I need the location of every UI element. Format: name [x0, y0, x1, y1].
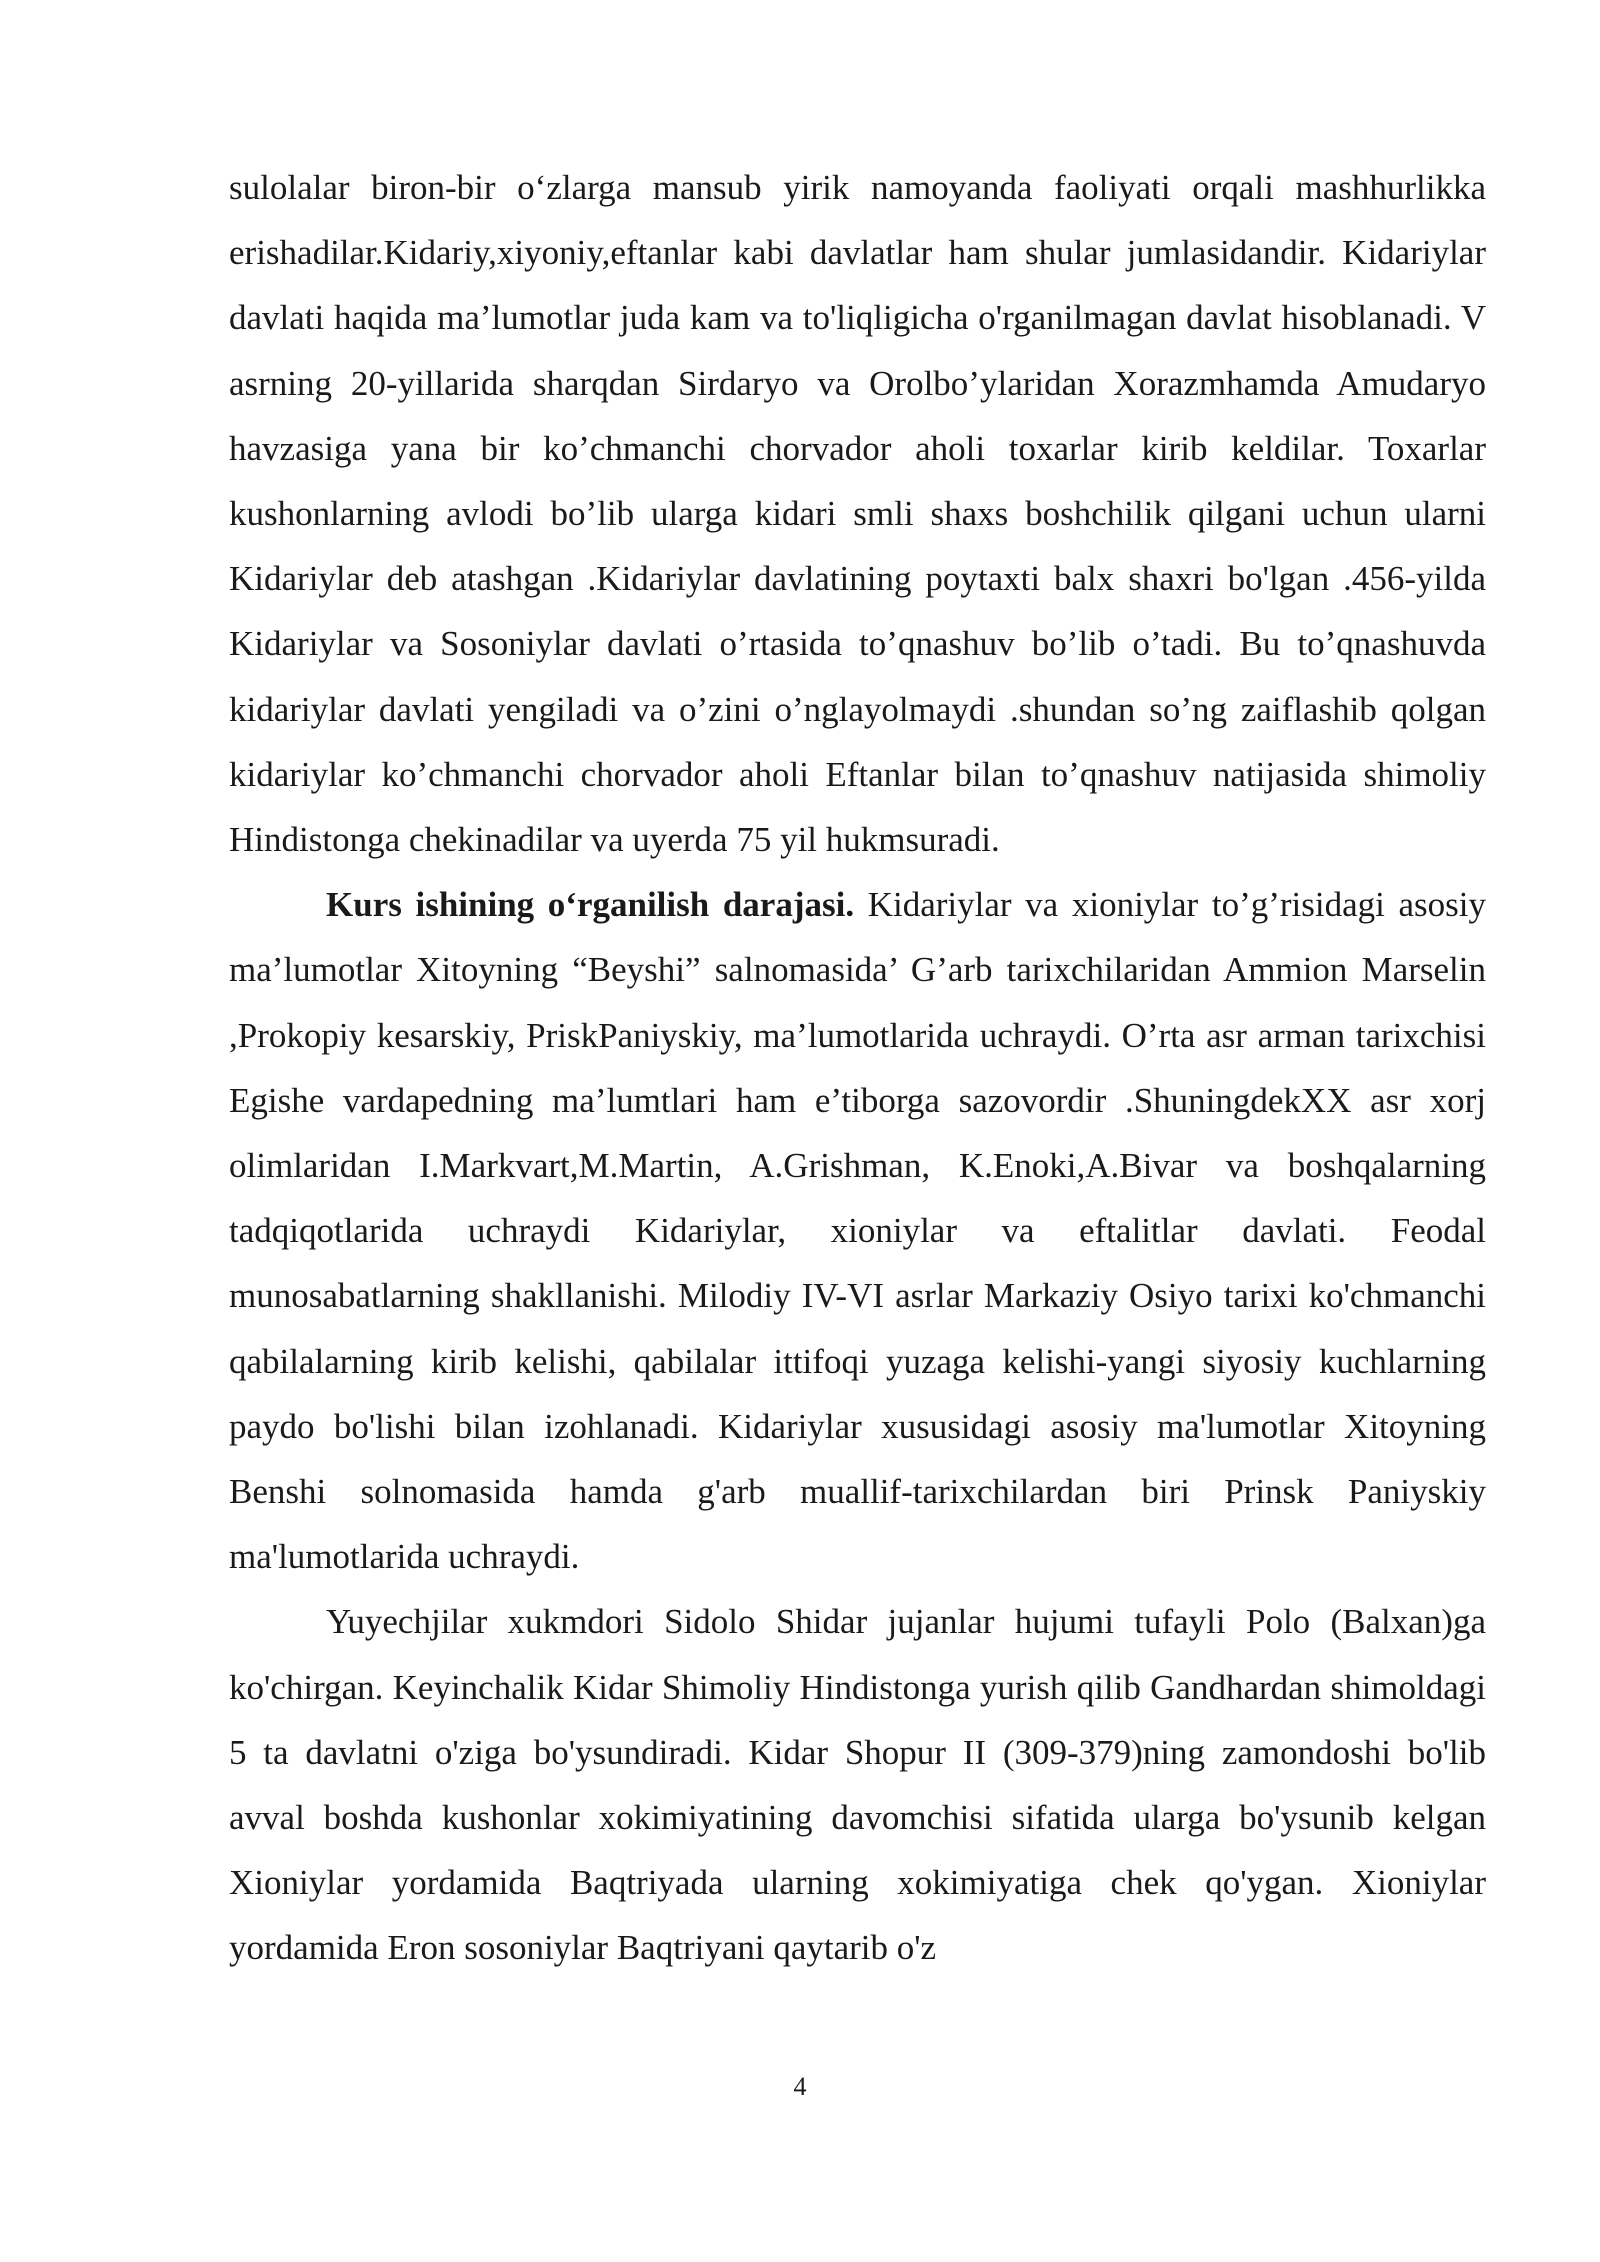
- paragraph-yuyechjilar: [229, 1589, 1486, 1980]
- paragraph-text: Kidariylar va xioniylar to’g’risidagi asosiy ma’lumotlar Xitoyning “Beyshi” salnomasida’ G’arb tarixchilaridan Ammion Marselin ,Prokopiy kesarskiy, PriskPaniyskiy, ma’lumotlarida uchraydi. O’rta asr arman tarixchisi Egishe vardapedning ma’lumtlari ham e’tiborga sazovordir .ShuningdekXX asr xorj olimlaridan I.Markvart,M.Martin, A.Grishman, K.Enoki,A.Bivar va boshqalarning tadqiqotlarida uchraydi Kidariylar, xioniylar va eftalitlar davlati. Feodal munosabatlarning shakllanishi. Milodiy IV-VI asrlar Markaziy Osiyo tarixi ko'chmanchi qabilalarning kirib kelishi, qabilalar ittifoqi yuzaga kelishi-yangi siyosiy kuchlarning paydo bo'lishi bilan izohlanadi. Kidariylar xususidagi asosiy ma'lumotlar Xitoyning Benshi solnomasida hamda g'arb muallif-tarixchilardan biri Prinsk Paniyskiy ma'lumotlarida uchraydi.: [229, 885, 1486, 1577]
- body-text: [229, 155, 1486, 1981]
- paragraph-kidariylar-intro: [229, 155, 1486, 872]
- section-heading-inline: Kurs ishining o‘rganilish darajasi.: [326, 885, 855, 925]
- paragraph-text: sulolalar biron-bir o‘zlarga mansub yirik namoyanda faoliyati orqali mashhurlikka erishadilar.Kidariy,xiyoniy,eftanlar kabi davlatlar ham shular jumlasidandir. Kidariylar davlati haqida ma’lumotlar juda kam va to'liqligicha o'rganilmagan davlat hisoblanadi. V asrning 20-yillarida sharqdan Sirdaryo va Orolbo’ylaridan Xorazmhamda Amudaryo havzasiga yana bir ko’chmanchi chorvador aholi toxarlar kirib keldilar. Toxarlar kushonlarning avlodi bo’lib ularga kidari smli shaxs boshchilik qilgani uchun ularni Kidariylar deb atashgan .Kidariylar davlatining poytaxti balx shaxri bo'lgan .456-yilda Kidariylar va Sosoniylar davlati o’rtasida to’qnashuv bo’lib o’tadi. Bu to’qnashuvda kidariylar davlati yengiladi va o’zini o’nglayolmaydi .shundan so’ng zaiflashib qolgan kidariylar ko’chmanchi chorvador aholi Eftanlar bilan to’qnashuv natijasida shimoliy Hindistonga chekinadilar va uyerda 75 yil hukmsuradi.: [229, 168, 1486, 860]
- page-number: 4: [793, 2072, 807, 2101]
- paragraph-text: Yuyechjilar xukmdori Sidolo Shidar jujanlar hujumi tufayli Polo (Balxan)ga ko'chirgan. Keyinchalik Kidar Shimoliy Hindistonga yurish qilib Gandhardan shimoldagi 5 ta davlatni o'ziga bo'ysundiradi. Kidar Shopur II (309-379)ning zamondoshi bo'lib avval boshda kushonlar xokimiyatining davomchisi sifatida ularga bo'ysunib kelgan Xioniylar yordamida Baqtriyada ularning xokimiyatiga chek qo'ygan. Xioniylar yordamida Eron sosoniylar Baqtriyani qaytarib o'z: [229, 1602, 1486, 1968]
- paragraph-research-level: [229, 872, 1486, 1589]
